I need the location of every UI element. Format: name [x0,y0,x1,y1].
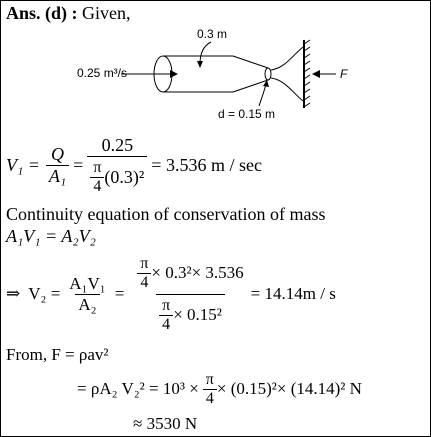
v1-lhs: V₁ = [6,154,40,175]
pipe-dia-leader-head [197,61,203,68]
q-numerator: Q [51,143,65,164]
top-pi-over-4 [137,255,151,292]
force-calculation [77,366,362,412]
force-formula: From, F = ρav² [6,345,109,364]
implies-arrow: ⇒ [6,284,21,303]
given-label: Given, [82,3,131,23]
force-four: 4 [203,389,217,408]
nozzle-upper-edge [233,56,268,68]
force-label: F [340,67,348,81]
nozzle-diagram [0,0,431,130]
bottom-pi: π [162,296,171,314]
area-ratio-fraction [134,255,246,334]
nozzle-diameter-label: d = 0.15 m [218,107,276,121]
flow-rate-label: 0.25 m³/s [77,66,128,80]
continuity-text: Continuity equation of conservation of mass [6,204,326,224]
diameter-squared: (0.3)² [104,166,145,187]
nozzle-lower-edge [233,80,268,92]
pi-symbol: π [93,158,102,176]
a1v1-over-a2-fraction [66,274,108,315]
continuity-relation: A₁V₁ = A₂V₂ [6,226,96,246]
area-ratio-denominator [156,294,225,334]
jet-upper-streamline [271,47,303,70]
force-arrowhead [312,70,320,78]
jet-lower-streamline [271,78,303,101]
bottom-four: 4 [159,315,173,334]
top-product: × 0.3²× 3.536 [151,263,244,282]
velocity-v2-equation [6,252,336,336]
four-denominator: 4 [90,177,104,196]
pipe-dia-leader [200,42,211,64]
eq2-equals: = [114,284,125,303]
top-four: 4 [137,273,151,292]
nozzle-dia-leader [259,84,266,106]
flow-over-area-fraction [87,135,147,196]
pi-over-4-fraction [90,159,104,196]
flow-numerator: 0.25 [101,134,134,155]
velocity-v1-equation [6,132,262,198]
area-denominator [87,156,147,196]
eq1-equals: = [73,154,84,175]
inflow-arrowhead [170,70,178,78]
q-over-a1-fraction [46,144,69,187]
answer-label: Ans. (d) : [6,3,78,23]
pipe-diameter-label: 0.3 m [197,27,228,41]
area-ratio-numerator [134,255,246,294]
top-pi: π [140,254,149,272]
a1-denominator: A₁ [46,165,69,187]
force-expression-right: × (0.15)²× (14.14)² N [216,379,362,398]
v2-lhs: V₂ = [28,284,61,303]
a2-denominator: A₂ [75,294,99,315]
force-pi-over-4 [203,371,217,408]
v2-result: = 14.14m / s [250,284,336,303]
a1v1-numerator: A₁V₁ [69,273,106,293]
bottom-product: × 0.15² [173,305,222,324]
v1-result: = 3.536 m / sec [151,154,262,175]
bottom-pi-over-4 [159,297,173,334]
force-result: ≈ 3530 N [133,414,198,433]
force-expression-left: = ρA₂ V₂² = 10³ × [77,379,199,398]
force-pi: π [205,370,214,388]
nozzle-outlet-ellipse [265,68,271,80]
